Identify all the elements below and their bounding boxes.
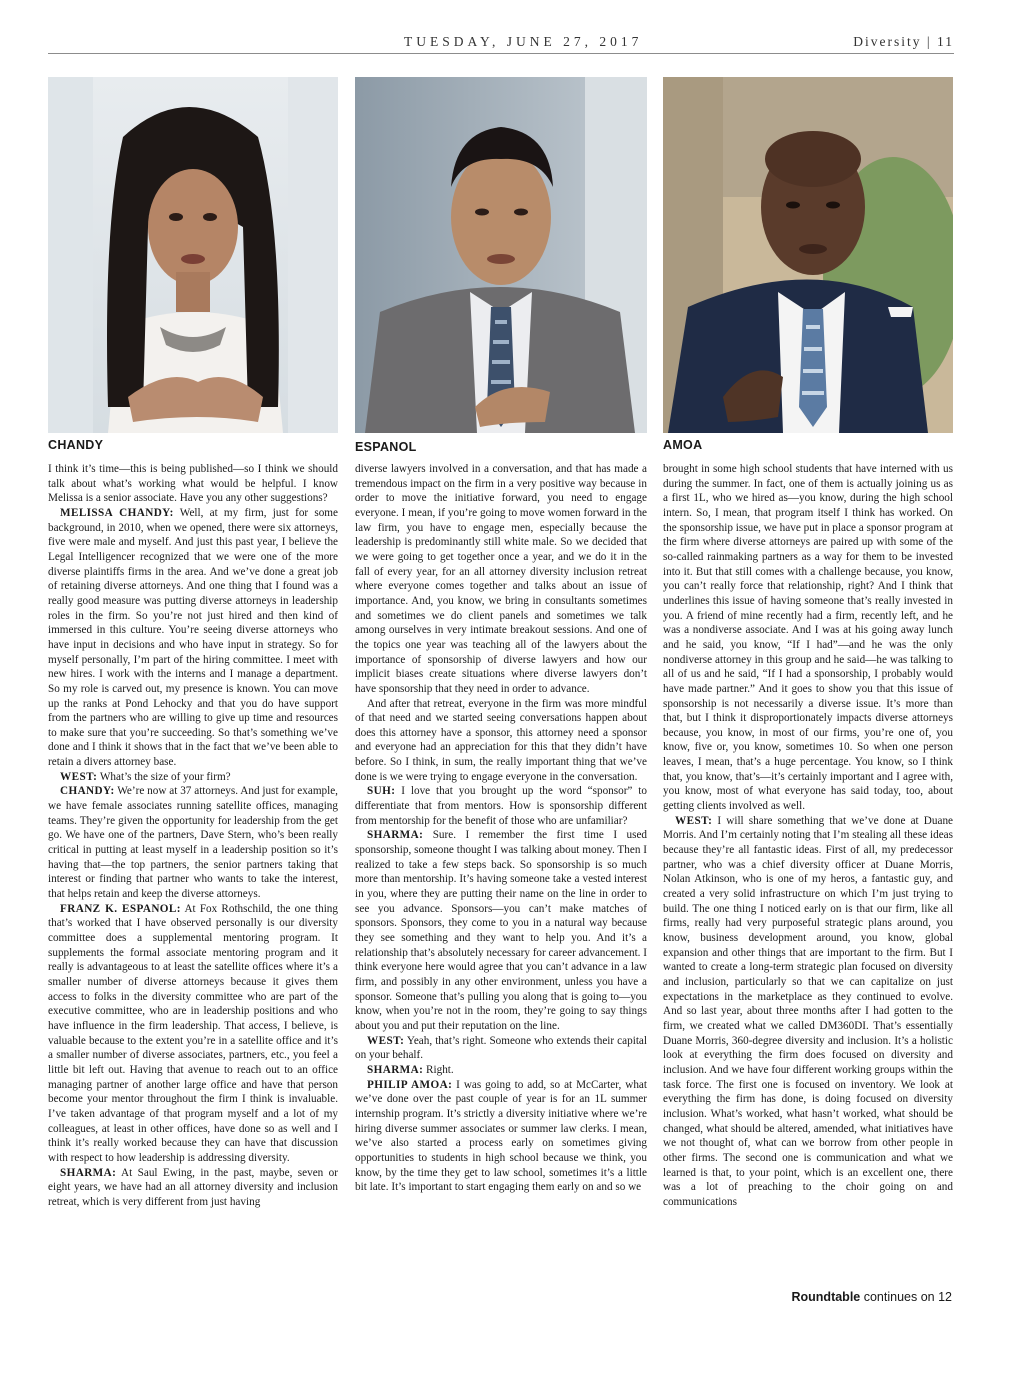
- paragraph: [48, 902, 338, 1166]
- photo-espanol: [355, 77, 647, 433]
- paragraph: [663, 814, 953, 1210]
- portrait-image-amoa: [663, 77, 953, 433]
- article-column-2: [355, 462, 647, 1195]
- photo-chandy: [48, 77, 338, 433]
- paragraph-text: diverse lawyers involved in a conversation, and that has made a tremendous impact on the firm in a very positive way because in order to move the initiative forward, you need to engage everyone. I mean, if you’re going to move women forward in the law firm, you have to engage men, especially because the leadership is predominantly still white male. So we decided that we were going to get together once a year, and we do it in the fall of every year, for an all attorney diversity inclusion retreat where everyone comes together and talks about an issue of importance. And, you know, we bring in consultants sometimes and sometimes we do client panels and sometimes we talk among ourselves in very intimate breakout sessions. And one of the topics one year was teaching all of the lawyers about the importance of sponsorship of diverse lawyers and how our implicit biases create situations where diverse lawyers don’t have sponsorship that they need in order to advance.: [355, 463, 647, 695]
- paragraph-text: I think it’s time—this is being published—so I think we should talk about what’s working what would be helpful. I know Melissa is a senior associate. Have you any other suggestions?: [48, 463, 338, 505]
- continuation-page: continues on 12: [860, 1290, 952, 1304]
- paragraph-text: Right.: [426, 1063, 454, 1076]
- continuation-note: [792, 1290, 953, 1304]
- continuation-title: Roundtable: [791, 1290, 861, 1304]
- paragraph: [355, 784, 647, 828]
- paragraph: [48, 462, 338, 506]
- speaker-name: SHARMA:: [367, 829, 424, 842]
- paragraph-text: At Saul Ewing, in the past, maybe, seven or eight years, we have had an all attorney diversity and inclusion retreat, which is very different from just having: [48, 1166, 338, 1208]
- paragraph-text: Sure. I remember the first time I used sponsorship, someone thought I was talking about money. Then I realized to take a few steps back. So sponsorship is so much more than mentorship. It’s having someone take a vested interest in you, where they are putting their name on the line in order to see you advance. Sponsors—you can’t make matches of sponsors. Sponsors, they come to you in a natural way because they see something and they want to help you. And it’s a relationship that’s absolutely necessary for career advancement. I think everyone here would agree that you can’t advance in a law firm, and possibly in any other environment, unless you have a sponsor. Someone that’s pulling you along that is going to—you know, when you’re not in the room, they’re going to say things about you and put their reputation on the line.: [355, 829, 648, 1032]
- speaker-name: WEST:: [367, 1034, 405, 1047]
- paragraph-text: I was going to add, so at McCarter, what we’ve done over the past couple of year is for an 1L summer internship program. It’s strictly a diversity initiative where we’re hiring diverse summer associates or summer law clerks. I mean, we’ve also started a process early on sometimes giving opportunities to students in high school because we think, you know, by the time they get to law school, sometimes it’s a little bit late. It’s important to start engaging them early on and so we: [355, 1078, 647, 1194]
- portrait-image-chandy: [48, 77, 338, 433]
- caption-amoa: AMOA: [663, 438, 703, 452]
- paragraph-text: I will share something that we’ve done at Duane Morris. And I’m certainly noting that I’m stealing all these ideas because they’re all fantastic ideas. First of all, my predecessor partner, who was a chief diversity officer at Duane Morris, Nolan Atkinson, who is one of my heros, a fantastic guy, and created a very solid infrastructure on which I’m just trying to build. The one thing I noticed early on is that our firm, like all firms, really had very purposeful strategic plans around, you know, business development around, you know, global expansion and other things that are important to the firm. But I wanted to create a long-term strategic plan focused on diversity and inclusion, particularly so that we can capitalize on just expectations in the marketplace as they continued to evolve. And so last year, about three months after I had gotten to the firm, we created what we called DM360DI. That’s essentially Duane Morris, 360-degree diversity and inclusion. It’s a holistic look at everything the firm does focused on diversity and inclusion. And we have four different working groups within the task force. The first one is focused on inventory. We look at everything the firm has done, is doing focused on diversity inclusion. What’s worked, what hasn’t worked, what should be changed, what should be altered, amended, what initiatives have we not thought of, what can we borrow from other people in other firms. The second one is communication and what we learned is that, to your point, which is an excellent one, there was a lot of preaching to the choir going on and communications: [663, 814, 953, 1208]
- paragraph: [48, 506, 338, 770]
- paragraph: [355, 828, 647, 1033]
- article-column-1: [48, 462, 338, 1209]
- issue-date: TUESDAY, JUNE 27, 2017: [404, 34, 643, 49]
- paragraph: [48, 784, 338, 901]
- photo-amoa: [663, 77, 953, 433]
- paragraph: [355, 697, 647, 785]
- article-column-3: [663, 462, 953, 1209]
- speaker-name: SHARMA:: [367, 1063, 424, 1076]
- caption-espanol: ESPANOL: [355, 440, 417, 454]
- paragraph-text: brought in some high school students that have interned with us during the summer. In fact, one of them is actually joining us as a first 1L, who we hired as—you know, during the high school intern. So, I mean, that program itself I think has worked. On the sponsorship issue, we have put in place a sponsor program at the firm where diverse attorneys are paired up with some of the so-called rainmaking partners as a way for them to be invested into it. But that still comes with a challenge because, you know, you can’t really force that relationship, right? And I think that underlines this issue of having someone that’s really invested in you. A friend of mine recently had a firm, recently left, and he was a nondiverse associate. And I was at his going away lunch and he said, you know, “If I had”—and he was the only nondiverse attorney in this group and he said—he was talking to all of us and he said, “If I had a sponsorship, I probably would have made partner.” And it goes to show you that this issue of sponsorship is not necessarily a diverse issue. It’s more than that, but I think it disproportionately impacts diverse attorneys because, you know, in most of our firms, you’re one of, you know, five or, you know, sometimes 10. So when one person leaves, I mean, that’s a huge percentage. You know, so I think that, you know, that’s—it’s certainly important and I agree with, you know, most of what everyone has said today, too, about getting clients involved as well.: [663, 463, 953, 813]
- speaker-name: SUH:: [367, 785, 396, 798]
- speaker-name: WEST:: [675, 814, 713, 827]
- paragraph: [663, 462, 953, 814]
- speaker-name: FRANZ K. ESPANOL:: [60, 902, 181, 915]
- speaker-name: WEST:: [60, 770, 98, 783]
- portrait-image-espanol: [355, 77, 647, 433]
- paragraph-text: Yeah, that’s right. Someone who extends their capital on your behalf.: [355, 1034, 647, 1062]
- paragraph: [355, 1078, 647, 1195]
- speaker-name: SHARMA:: [60, 1166, 117, 1179]
- paragraph: [355, 1063, 647, 1078]
- paragraph: [48, 770, 338, 785]
- paragraph-text: At Fox Rothschild, the one thing that’s worked that I have observed personally is our diversity committee does a supplemental mentoring program. It supplements the formal associate mentoring program and it really is advantageous to at least the satellite offices where it’s a smaller number of diverse attorneys because it gives them access to folks in the diversity committee who are part of the executive committee, who are in leadership positions and who have influence in the firm leadership. That access, I believe, is valuable because to the extent you’re in a satellite office and it’s a smaller number of diverse associates, partners, etc., you feel a little bit left out. Having that avenue to reach out to an office managing partner of another large office and have that person become your mentor throughout the firm I think is invaluable. I’ve taken advantage of that program myself and a lot of my colleagues, at least in other offices, have done so as well and I think it’s really worked because they can have that discussion with respect to how leadership is addressing diversity.: [48, 902, 338, 1164]
- section-page-number: Diversity | 11: [853, 34, 954, 49]
- speaker-name: CHANDY:: [60, 785, 115, 798]
- paragraph-text: And after that retreat, everyone in the firm was more mindful of that need and we started seeing conversations happen about does this attorney have a sponsor, this attorney need a sponsor and everyone had an appreciation for this that they didn’t have before. So I think, in sum, the really important thing that we’ve done is we were trying to engage everyone in the conversation.: [355, 697, 647, 783]
- paragraph: [355, 462, 647, 697]
- paragraph-text: I love that you brought up the word “sponsor” to differentiate that from mentors. How is sponsorship different from mentorship for the benefit of those who are unfamiliar?: [355, 785, 647, 827]
- caption-chandy: CHANDY: [48, 438, 104, 452]
- paragraph-text: We’re now at 37 attorneys. And just for example, we have female associates running satellite offices, managing teams. They’re given the opportunity for leadership from the get go. We have one of the partners, Dave Stern, who’s been really critical in putting at least myself in a leadership position so it’s having that—the top partners, the senior partners taking that interest or finding that partner who wants to take the interest, that helps retain and keep the diverse attorneys.: [48, 785, 338, 901]
- speaker-name: MELISSA CHANDY:: [60, 506, 174, 519]
- page-header: [48, 34, 954, 54]
- paragraph: [48, 1166, 338, 1210]
- paragraph-text: What’s the size of your firm?: [99, 770, 231, 783]
- speaker-name: PHILIP AMOA:: [367, 1078, 453, 1091]
- paragraph: [355, 1034, 647, 1063]
- paragraph-text: Well, at my firm, just for some background, in 2010, when we opened, there were six attorneys, five were male and myself. And just this past year, I believe the Legal Intelligencer recognized that we were one of the more diverse plaintiffs firms in the area. And we’ve done a great job of retaining diverse attorneys. And one thing that I found was a really good measure was putting diverse attorneys in leadership roles in the firm. So you’re not just hired and then kind of immersed in this culture. You’re seeing diverse attorneys who have input in decisions and who have input in strategy. So for myself personally, I’m part of the hiring committee. I meet with new hires. I work with the interns and I manage a department. So my role is carved out, my presence is known. You can move up the ranks at Pond Lehocky and that you do have support from the partners who are willing to give up time and resources to make sure that you’re succeeding. So that’s something we’ve done and I think it shows that in the fact that we’ve been able to retain a divers attorney base.: [48, 506, 338, 769]
